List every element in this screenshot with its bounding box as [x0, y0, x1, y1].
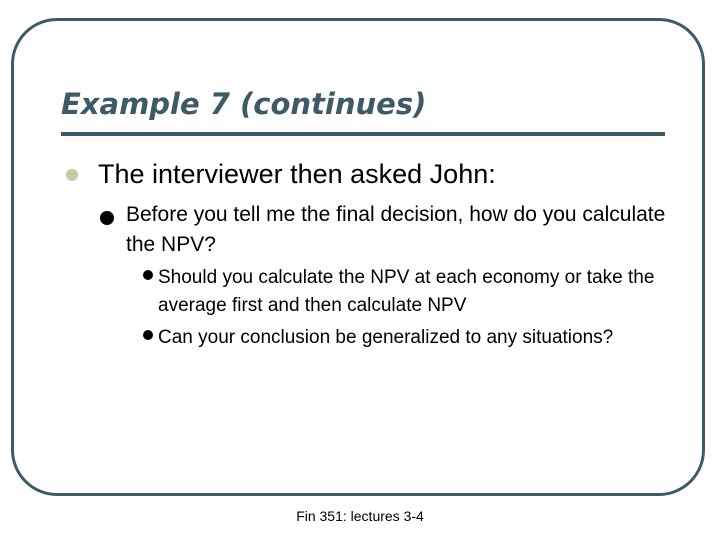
- bullet-dot-icon: [62, 165, 82, 185]
- bullet-level2-text: Before you tell me the final decision, how do you calculate the NPV?: [126, 203, 666, 256]
- title-underline: [61, 132, 665, 136]
- bullet-level3-text: Should you calculate the NPV at each economy or take the average first and then calculate NPV: [158, 267, 655, 316]
- bullet-dot-icon: [143, 330, 153, 340]
- bullet-level1-text: The interviewer then asked John:: [98, 159, 496, 189]
- bullet-dot-icon: [100, 211, 114, 225]
- slide-title: Example 7 (continues): [61, 87, 427, 121]
- bullet-level3-text: Can your conclusion be generalized to any situations?: [158, 327, 614, 348]
- slide-footer: Fin 351: lectures 3-4: [296, 508, 424, 524]
- bullet-dot-icon: [143, 270, 153, 280]
